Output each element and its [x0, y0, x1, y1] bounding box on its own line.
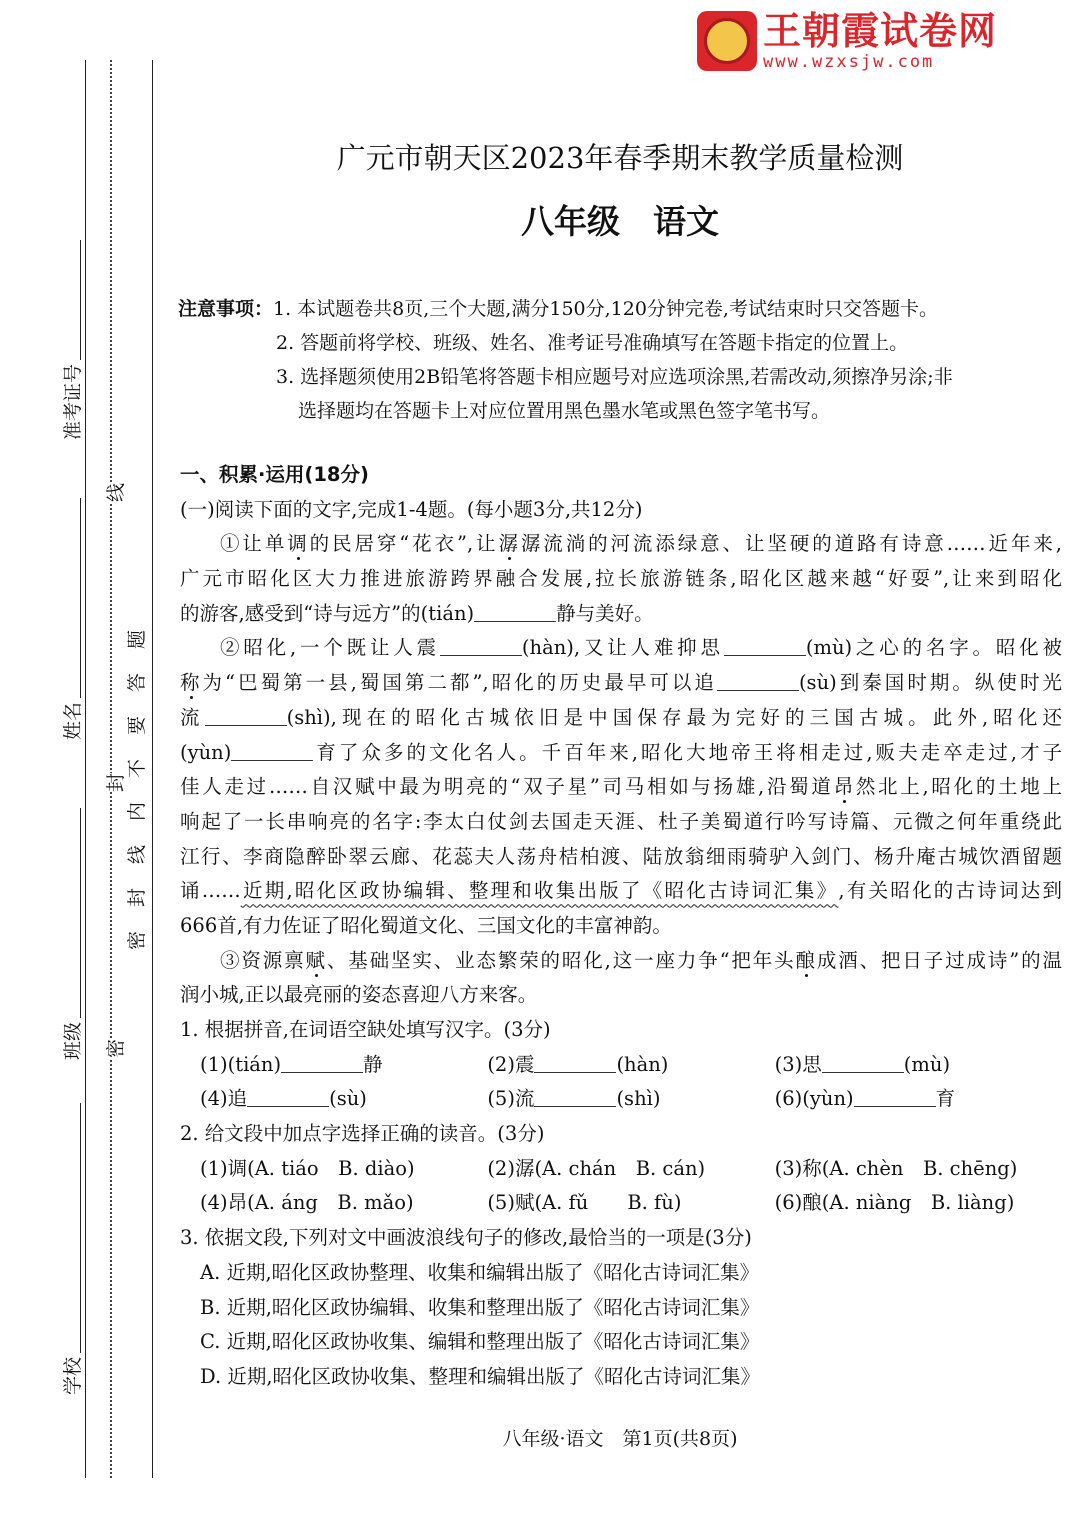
text: 流	[180, 705, 205, 729]
text: 成酒、把日子过成诗”的温	[816, 948, 1062, 972]
text: 佳人走过……自汉赋中最为明亮的“双子星”司马相如与扬雄,沿蜀道	[180, 775, 834, 799]
margin-line-inner	[152, 60, 153, 1478]
passage-line	[180, 840, 1062, 875]
seal-mark-secret: 密	[101, 1039, 128, 1058]
answer-blank	[822, 1052, 904, 1073]
question-item	[487, 1152, 774, 1187]
question-items-row	[180, 1048, 1062, 1083]
passage-line	[180, 944, 1062, 979]
question-item	[487, 1082, 774, 1117]
field-school: 学校	[58, 1103, 85, 1395]
question-item	[200, 1048, 487, 1083]
passage-line	[180, 736, 1062, 771]
question-item	[487, 1048, 774, 1083]
text: (mù)之心的名字。昭化被	[805, 636, 1063, 660]
note-item: 选择题均在答题卡上对应位置用黑色墨水笔或黑色签字笔书写。	[298, 400, 831, 422]
page-footer: 八年级·语文 第1页(共8页)	[502, 1428, 738, 1450]
text: (1)(tián)	[200, 1052, 282, 1076]
text: 666首,有力佐证了昭化蜀道文化、三国文化的丰富神韵。	[180, 913, 672, 937]
answer-blank	[474, 601, 556, 622]
seal-mark-seal: 封	[101, 773, 128, 792]
question-item	[200, 1082, 487, 1117]
question-item	[775, 1152, 1062, 1187]
question-items-row	[180, 1186, 1062, 1221]
questions	[180, 1013, 1062, 1395]
choice-option: C. 近期,昭化区政协收集、编辑和整理出版了《昭化古诗词汇集》	[200, 1330, 760, 1354]
text: 的民居穿“花衣”,让	[309, 532, 499, 556]
text: (1)调(A. tiáo B. diào)	[200, 1156, 415, 1180]
question-item	[775, 1186, 1062, 1221]
notes-label: 注意事项：	[178, 298, 274, 320]
passage-line	[180, 631, 1062, 666]
text: (yùn)	[180, 740, 232, 764]
section-1	[180, 458, 1062, 1395]
text: (sù)	[329, 1087, 367, 1111]
dotted-character: 潺	[498, 532, 521, 556]
note-item: 3. 选择题须使用2B铅笔将答题卡相应题号对应选项涂黑,若需改动,须擦净另涂;非	[276, 366, 953, 388]
passage-line	[180, 909, 1062, 944]
answer-blank	[281, 1052, 363, 1073]
text: (5)赋(A. fǔ B. fù)	[487, 1191, 682, 1215]
answer-blank	[247, 1086, 329, 1107]
text: 江行、李商隐醉卧翠云廊、花蕊夫人荡舟桔柏渡、陆放翁细雨骑驴入剑门、杨升庵古城饮酒留题	[180, 844, 1062, 868]
text: 潺流淌的河流添绿意、让坚硬的道路有诗意……近年来,	[520, 532, 1062, 556]
answer-blank	[534, 1086, 616, 1107]
margin-line-outer	[85, 60, 86, 1478]
text: (2)潺(A. chán B. cán)	[487, 1156, 706, 1180]
answer-blank	[854, 1086, 936, 1107]
field-class: 班级	[58, 808, 85, 1060]
text: 静	[363, 1052, 383, 1076]
text: (mù)	[903, 1052, 951, 1076]
question-item	[200, 1186, 487, 1221]
passage-line	[180, 874, 1062, 909]
text: (6)酿(A. niàng B. liàng)	[774, 1191, 1015, 1215]
exam-subtitle: 八年级 语文	[521, 202, 719, 241]
text: (3)称(A. chèn B. chēng)	[774, 1156, 1018, 1180]
passage-line	[180, 527, 1062, 562]
logo-badge-icon	[697, 11, 757, 71]
logo-url: www.wzxsjw.com	[763, 52, 935, 72]
question-item	[200, 1152, 487, 1187]
section-heading: 一、积累·运用(18分)	[180, 463, 369, 486]
choice-option: A. 近期,昭化区政协整理、收集和编辑出版了《昭化古诗词汇集》	[200, 1260, 760, 1284]
wavy-underlined-sentence: 近期,昭化区政协编辑、整理和收集出版了《昭化古诗词汇集》	[240, 879, 839, 903]
passage-line	[180, 597, 1062, 632]
answer-blank	[534, 1052, 616, 1073]
exam-notes	[178, 292, 1068, 428]
answer-blank	[231, 740, 313, 761]
dotted-character: 称	[180, 671, 203, 695]
question-item	[487, 1186, 774, 1221]
dotted-character: 调	[287, 532, 310, 556]
dotted-character: 昂	[833, 775, 856, 799]
question-item	[775, 1082, 1062, 1117]
answer-blank	[724, 635, 806, 656]
question-stem: 1. 根据拼音,在词语空缺处填写汉字。(3分)	[180, 1018, 551, 1041]
text: 静与美好。	[556, 601, 654, 625]
text: (sù)到秦国时期。纵使时光	[798, 671, 1062, 695]
text: (hàn)	[616, 1052, 669, 1076]
exam-title: 广元市朝天区2023年春季期末教学质量检测	[336, 141, 904, 175]
text: ①让单	[220, 532, 288, 556]
text: 育了众多的文化名人。千百年来,昭化大地帝王将相走过,贩夫走卒走过,才子	[313, 740, 1062, 764]
choice-option: B. 近期,昭化区政协编辑、收集和整理出版了《昭化古诗词汇集》	[200, 1295, 760, 1319]
question-items-row	[180, 1152, 1062, 1187]
text: (4)追	[200, 1087, 248, 1111]
text: 为“巴蜀第一县,蜀国第二都”,昭化的历史最早可以追	[202, 671, 717, 695]
text: 诵……	[180, 879, 241, 903]
text: 润小城,正以最亮丽的姿态喜迎八方来客。	[180, 983, 538, 1007]
logo-name: 王朝霞试卷网	[763, 9, 998, 53]
choice-option: D. 近期,昭化区政协收集、整理和编辑出版了《昭化古诗词汇集》	[200, 1364, 761, 1388]
text: 育	[935, 1087, 956, 1111]
text: (3)思	[774, 1052, 822, 1076]
note-item: 2. 答题前将学校、班级、姓名、准考证号准确填写在答题卡指定的位置上。	[276, 332, 909, 354]
passage-line	[180, 666, 1062, 701]
text: ③资源禀	[220, 948, 306, 972]
text: 广元市昭化区大力推进旅游跨界融合发展,拉长旅游链条,昭化区越来越“好耍”,让来到昭化	[180, 567, 1062, 591]
site-logo	[697, 10, 997, 72]
passage-line	[180, 562, 1062, 597]
question-item	[775, 1048, 1062, 1083]
field-name: 姓名	[58, 498, 85, 740]
text: ,有关昭化的古诗词达到	[838, 879, 1062, 903]
passage-line	[180, 805, 1062, 840]
text: (2)震	[487, 1052, 535, 1076]
dotted-character: 酿	[795, 948, 817, 972]
field-exam-id: 准考证号	[58, 240, 85, 440]
text: (hàn),又让人难抑思	[521, 636, 724, 660]
text: 的游客,感受到“诗与远方”的(tián)	[180, 601, 475, 625]
text: (6)(yùn)	[774, 1087, 854, 1111]
text: (shì),现在的昭化古城依旧是中国保存最为完好的三国古城。此外,昭化还	[286, 705, 1062, 729]
text: 、基础坚实、业态繁荣的昭化,这一座力争“把年头	[326, 948, 796, 972]
question-stem: 3. 依据文段,下列对文中画波浪线句子的修改,最恰当的一项是(3分)	[180, 1226, 752, 1250]
text: 响起了一长串响亮的名字:李太白仗剑去国走天涯、杜子美蜀道行吟写诗篇、元微之何年重绕此	[180, 809, 1062, 833]
passage-line	[180, 701, 1062, 736]
answer-blank	[205, 705, 287, 726]
text: (shì)	[616, 1087, 661, 1111]
part-instruction: (一)阅读下面的文字,完成1-4题。(每小题3分,共12分)	[180, 497, 643, 521]
text: 然北上,昭化的土地上	[855, 775, 1062, 799]
passage-line	[180, 978, 1062, 1013]
dotted-character: 赋	[305, 948, 327, 972]
note-item: 1. 本试题卷共8页,三个大题,满分150分,120分钟完卷,考试结束时只交答题卡。	[273, 298, 938, 320]
question-items-row	[180, 1082, 1062, 1117]
question-stem: 2. 给文段中加点字选择正确的读音。(3分)	[180, 1122, 545, 1146]
passage-line	[180, 770, 1062, 805]
seal-warning: 密封线内不要答题	[126, 605, 148, 950]
text: (5)流	[487, 1087, 535, 1111]
seal-dotted-line	[110, 60, 112, 1478]
text: ②昭化,一个既让人震	[220, 636, 440, 660]
seal-mark-line: 线	[101, 483, 128, 502]
answer-blank	[440, 635, 522, 656]
reading-passage	[180, 527, 1062, 1013]
answer-blank	[717, 670, 799, 691]
text: (4)昂(A. áng B. mǎo)	[200, 1191, 414, 1215]
